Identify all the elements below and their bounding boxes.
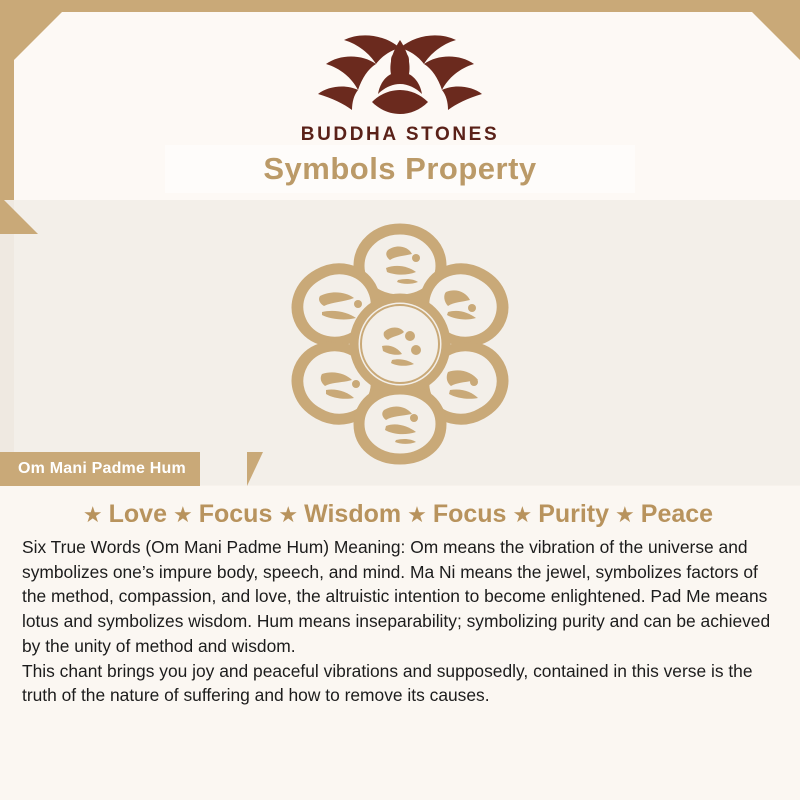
star-icon: ★ — [82, 501, 103, 527]
description-paragraph-1: Six True Words (Om Mani Padme Hum) Meaning: Om means the vibration of the universe and symbolizes one’s impure body, speech, and mind. Ma Ni means the jewel, symbolizes factors of the method, compassion, and love, the altruistic intention to become enlightened. Pad Me means lotus and symbolizes wisdom. Hum means inseparability; symbolizing purity and can be achieved by the unity of method and wisdom. — [22, 537, 771, 656]
description-paragraph-2: This chant brings you joy and peaceful vibrations and supposedly, contained in this verse is the truth of the nature of suffering and how to remove its causes. — [22, 660, 753, 706]
brand-name: BUDDHA STONES — [300, 124, 500, 145]
keyword-purity: Purity — [538, 500, 610, 528]
lotus-meditation-icon — [0, 18, 800, 122]
symbol-name-ribbon — [0, 452, 200, 486]
top-gold-band — [0, 0, 800, 12]
keyword-peace: Peace — [640, 500, 714, 528]
keyword-list — [0, 486, 800, 529]
symbol-name-label: Om Mani Padme Hum — [18, 460, 186, 477]
description-text — [0, 529, 800, 708]
description-panel — [0, 486, 800, 800]
star-icon: ★ — [278, 501, 299, 527]
keyword-love: Love — [108, 500, 167, 528]
star-icon: ★ — [173, 501, 193, 527]
ribbon-tail — [247, 452, 263, 486]
keyword-wisdom: Wisdom — [304, 500, 402, 528]
keyword-focus-2: Focus — [432, 500, 507, 528]
keyword-focus-1: Focus — [198, 500, 273, 528]
mandala-panel-left-edge — [0, 200, 14, 485]
star-icon: ★ — [615, 501, 635, 527]
om-mani-padme-hum-mandala-icon — [250, 208, 550, 480]
title-bar — [165, 145, 635, 193]
star-icon: ★ — [512, 501, 533, 527]
star-icon: ★ — [407, 501, 427, 527]
brand-logo — [0, 18, 800, 146]
mid-left-corner-bevel — [0, 196, 38, 234]
page-title: Symbols Property — [263, 151, 537, 186]
